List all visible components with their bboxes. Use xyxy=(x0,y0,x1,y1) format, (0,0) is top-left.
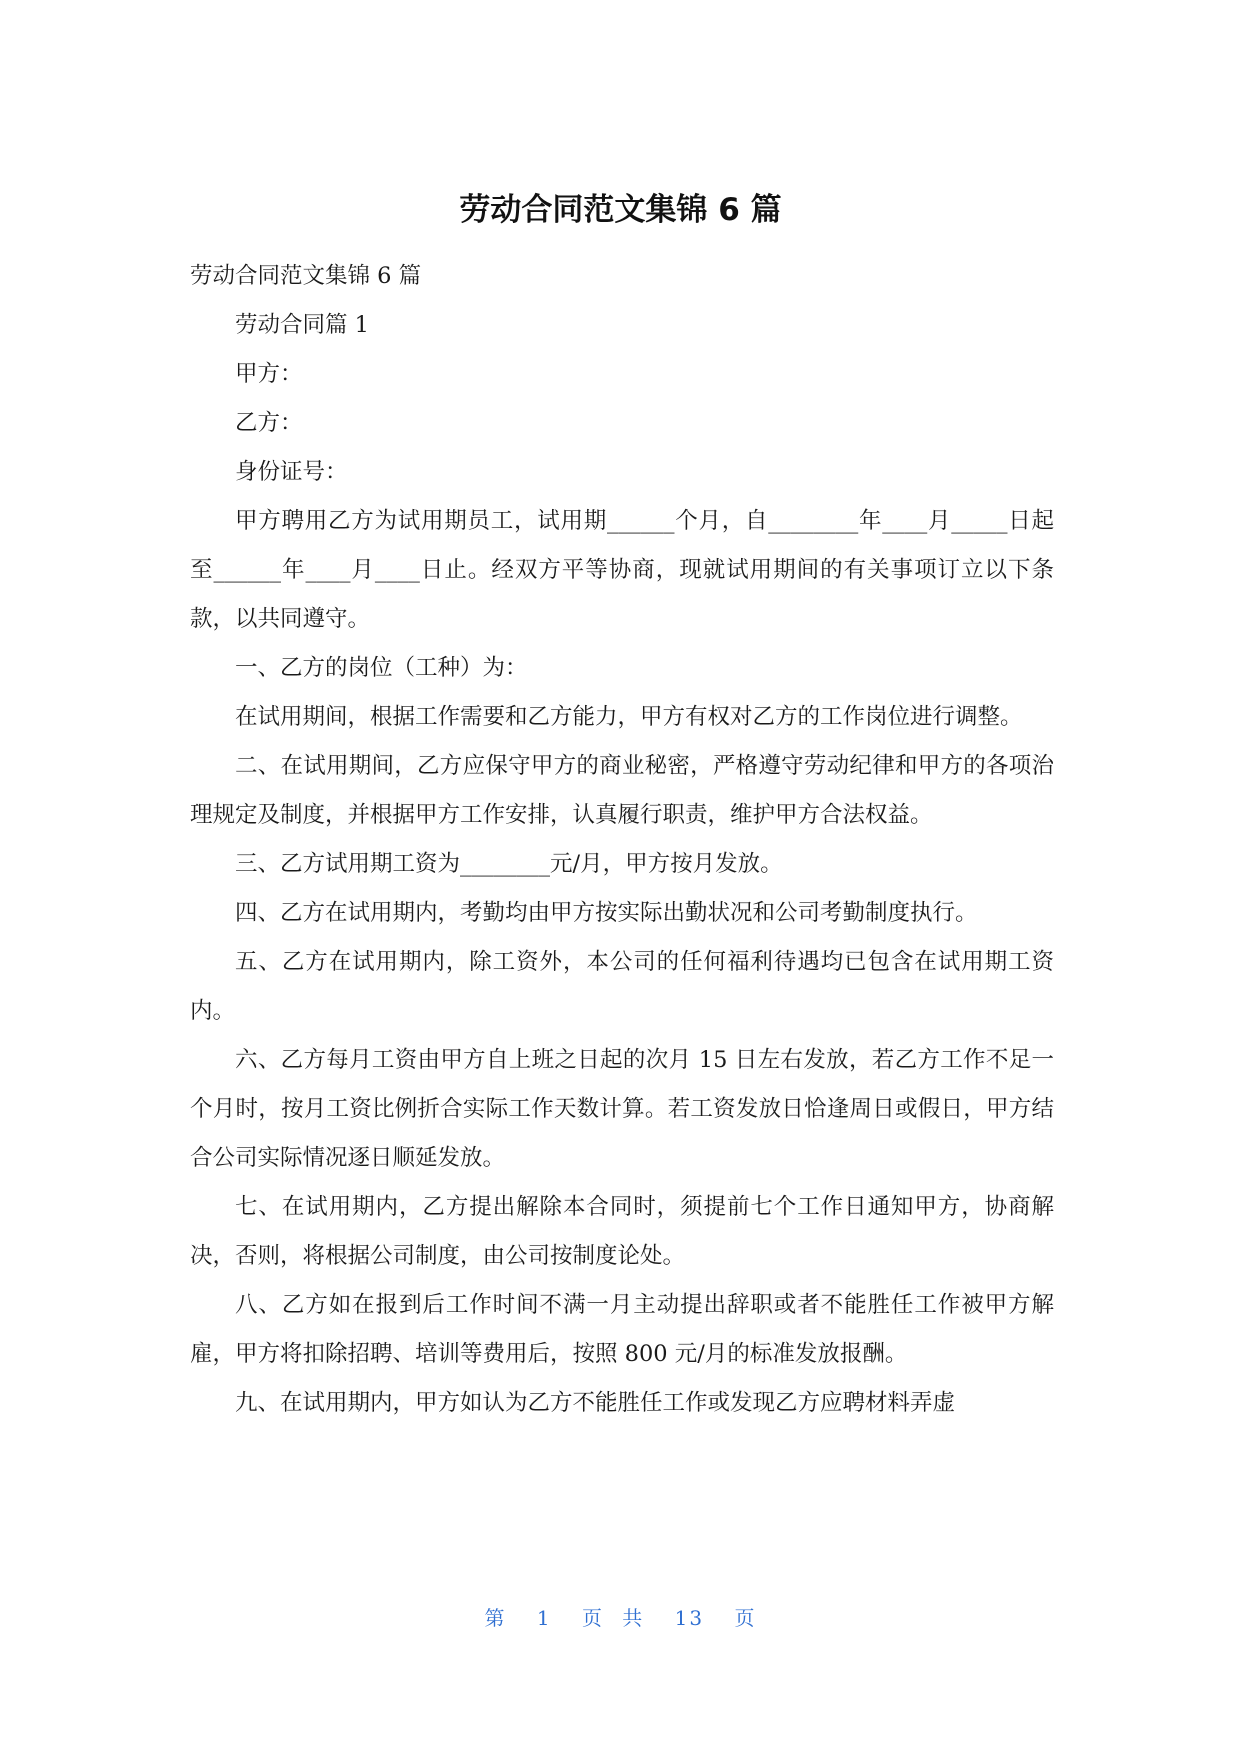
paragraph-party-a: 甲方： xyxy=(235,361,303,387)
paragraph-clause-4: 四、乙方在试用期内，考勤均由甲方按实际出勤状况和公司考勤制度执行。 xyxy=(235,900,978,926)
footer-total-prefix: 页 共 xyxy=(581,1606,645,1630)
paragraph-clause-1: 一、乙方的岗位（工种）为： xyxy=(235,655,528,681)
document-body xyxy=(190,252,1054,1428)
paragraph-id-number: 身份证号： xyxy=(235,459,348,485)
footer-total-suffix: 页 xyxy=(734,1606,757,1630)
paragraph-subtitle: 劳动合同范文集锦 6 篇 xyxy=(190,263,422,289)
paragraph-clause-7: 七、在试用期内，乙方提出解除本合同时，须提前七个工作日通知甲方，协商解决，否则，将根据公司制度，由公司按制度论处。 xyxy=(190,1194,1054,1269)
paragraph-clause-2: 二、在试用期间，乙方应保守甲方的商业秘密，严格遵守劳动纪律和甲方的各项治理规定及制度，并根据甲方工作安排，认真履行职责，维护甲方合法权益。 xyxy=(190,753,1054,828)
paragraph-clause-5: 五、乙方在试用期内，除工资外，本公司的任何福利待遇均已包含在试用期工资内。 xyxy=(190,949,1054,1024)
footer-total-pages: 13 xyxy=(674,1606,705,1630)
paragraph-clause-6: 六、乙方每月工资由甲方自上班之日起的次月 15 日左右发放，若乙方工作不足一个月时，按月工资比例折合实际工作天数计算。若工资发放日恰逢周日或假日，甲方结合公司实际情况逐日顺延发放。 xyxy=(190,1047,1054,1171)
page-footer xyxy=(0,1602,1241,1631)
paragraph-intro: 甲方聘用乙方为试用期员工，试用期______个月，自________年____月_____日起至______年____月____日止。经双方平等协商，现就试用期间的有关事项订立以下条款，以共同遵守。 xyxy=(190,508,1054,632)
footer-page-label: 第 xyxy=(484,1606,507,1630)
document-title: 劳动合同范文集锦 6 篇 xyxy=(459,192,782,228)
paragraph-clause-8: 八、乙方如在报到后工作时间不满一月主动提出辞职或者不能胜任工作被甲方解雇，甲方将扣除招聘、培训等费用后，按照 800 元/月的标准发放报酬。 xyxy=(190,1292,1054,1367)
paragraph-section-heading: 劳动合同篇 1 xyxy=(235,312,369,338)
paragraph-party-b: 乙方： xyxy=(235,410,303,436)
paragraph-clause-3: 三、乙方试用期工资为________元/月，甲方按月发放。 xyxy=(235,851,783,877)
paragraph-clause-9: 九、在试用期内，甲方如认为乙方不能胜任工作或发现乙方应聘材料弄虚 xyxy=(235,1390,956,1416)
footer-current-page: 1 xyxy=(536,1606,552,1630)
paragraph-clause-1-detail: 在试用期间，根据工作需要和乙方能力，甲方有权对乙方的工作岗位进行调整。 xyxy=(235,704,1023,730)
